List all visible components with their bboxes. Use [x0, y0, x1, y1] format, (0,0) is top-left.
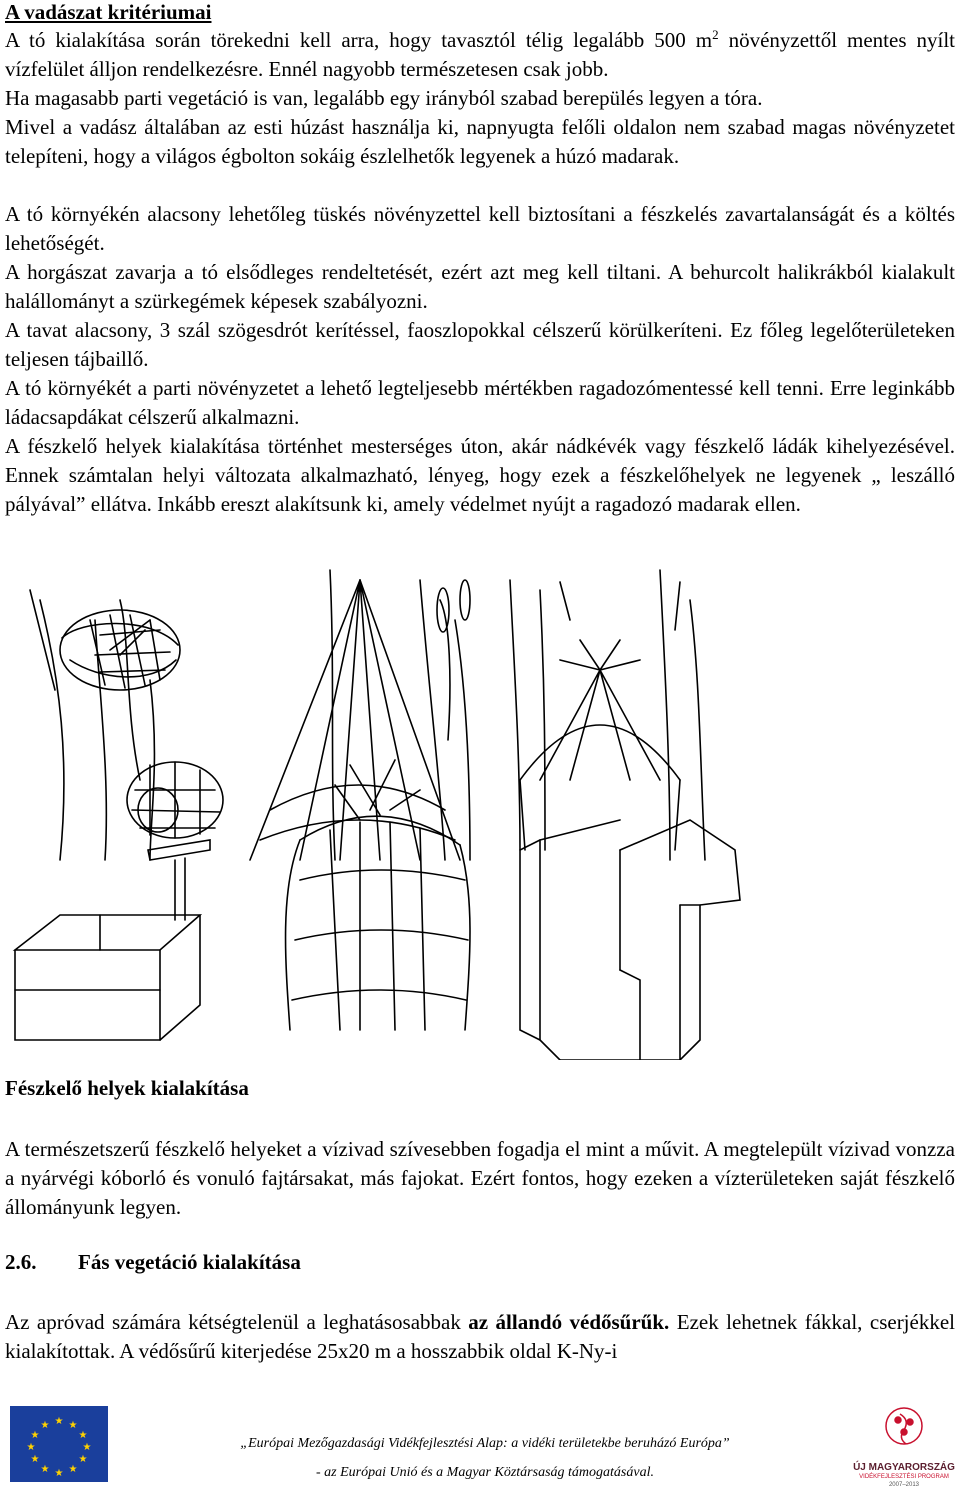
reed-basket-nest-drawing	[30, 590, 180, 860]
paragraph-evening-flight: Mivel a vadász általában az esti húzást használja ki, napnyugta felőli oldalon nem szabad magas növényzetet telepíteni, hogy a világos égbolton sokáig észlelhetők legyenek a húzó madarak.	[5, 115, 955, 168]
svg-text:★: ★	[54, 1416, 64, 1427]
section-title-nesting-sites: Fészkelő helyek kialakítása	[5, 1076, 249, 1100]
svg-text:★: ★	[78, 1454, 88, 1465]
paragraph-predator-control: A tó környékét a parti növényzetet a lehető legteljesebb mértékben ragadozómentessé kell tenni. Erre leginkább ládacsapdákat célszerű alkalmazni.	[5, 376, 955, 429]
paragraph-nesting-sites: A fészkelő helyek kialakítása történhet mesterséges úton, akár nádkévék vagy fészkelő ládák kihelyezésével. Ennek számtalan helyi változata alkalmazható, lényeg, hogy ezek a fészkelőhelyek ne legyenek „ leszálló pályával” ellátva. Inkább ereszt alakítsunk ki, amely védelmet nyújt a ragadozó madarak ellen.	[5, 434, 955, 516]
section-title-woody-vegetation	[5, 1250, 301, 1275]
svg-text:★: ★	[78, 1430, 88, 1441]
svg-text:★: ★	[30, 1430, 40, 1441]
svg-text:★: ★	[82, 1442, 92, 1453]
svg-text:★: ★	[54, 1468, 64, 1479]
eu-flag-icon	[10, 1406, 108, 1482]
svg-text:★: ★	[68, 1420, 78, 1431]
paragraph-text: A tó kialakítása során törekedni kell arra, hogy tavasztól télig legalább 500 m	[5, 28, 713, 52]
svg-text:★: ★	[40, 1464, 50, 1475]
svg-text:★: ★	[40, 1420, 50, 1431]
svg-text:★: ★	[68, 1464, 78, 1475]
reed-dome-drawing	[510, 570, 705, 860]
paragraph-natural-nesting: A természetszerű fészkelő helyeket a vízivad szívesebben fogadja el mint a művit. A megtelepült vízivad vonzza a nyárvégi kóborló és vonuló fajtársakat, más fajokat. Ezért fontos, hogy ezeken a vízterületeken saját fészkelő állományunk legyen.	[5, 1137, 955, 1219]
svg-text:★: ★	[26, 1442, 36, 1453]
svg-text:★: ★	[30, 1454, 40, 1465]
footer-funding-line: „Európai Mezőgazdasági Vidékfejlesztési Alap: a vidéki területekbe beruházó Európa”	[240, 1436, 730, 1451]
paragraph-flight-path: Ha magasabb parti vegetáció is van, legalább egy irányból szabad berepülés legyen a tóra.	[5, 86, 763, 110]
duck-nesting-box-drawing	[520, 820, 740, 1060]
paragraph-text: növényzettől mentes nyílt vízfelület álljon rendelkezésre. Ennél nagyobb természetesen csak jobb.	[5, 28, 955, 81]
section-number: 2.6.	[5, 1250, 37, 1274]
section-title-hunting-criteria: A vadászat kritériumai	[5, 0, 212, 24]
paragraph-water-surface	[5, 26, 955, 84]
paragraph-low-vegetation: A tó környékén alacsony lehetőleg tüskés növényzettel kell biztosítani a fészkelés zavartalanságát és a költés lehetőségét.	[5, 202, 955, 255]
paragraph-fishing: A horgászat zavarja a tó elsődleges rendeltetését, ezért azt meg kell tiltani. A behurcolt halikrákból kialakult halállományt a szürkegémek képesek szabályozni.	[5, 260, 955, 313]
paragraph-text: Az apróvad számára kétségtelenül a leghatásosabbak	[5, 1310, 469, 1334]
logo-years: 2007–2013	[888, 1482, 920, 1488]
basket-on-pole-drawing	[127, 762, 223, 920]
nesting-structures-illustration	[0, 560, 960, 1060]
logo-title: ÚJ MAGYARORSZÁG	[853, 1462, 955, 1473]
paragraph-text: Ezek lehetnek fákkal, cserjékkel kialakítottak. A védősűrű kiterjedése 25x20 m a hosszabbik oldal K-Ny-i	[5, 1310, 955, 1363]
bold-phrase: az állandó védősűrűk.	[468, 1310, 670, 1334]
logo-subtitle: VIDÉKFEJLESZTÉSI PROGRAM	[859, 1474, 949, 1480]
paragraph-permanent-shelter	[5, 1308, 955, 1366]
section-title-text: Fás vegetáció kialakítása	[78, 1250, 301, 1274]
footer-support-line: - az Európai Unió és a Magyar Köztársaság támogatásával.	[316, 1465, 654, 1480]
uj-magyarorszag-logo-icon	[886, 1408, 922, 1444]
superscript: 2	[712, 27, 719, 42]
paragraph-fencing: A tavat alacsony, 3 szál szögesdrót kerítéssel, faoszlopokkal célszerű körülkeríteni. Ez főleg legelőterületeken teljesen tájbaillő.	[5, 318, 955, 371]
wooden-nest-box-drawing	[15, 915, 200, 1040]
